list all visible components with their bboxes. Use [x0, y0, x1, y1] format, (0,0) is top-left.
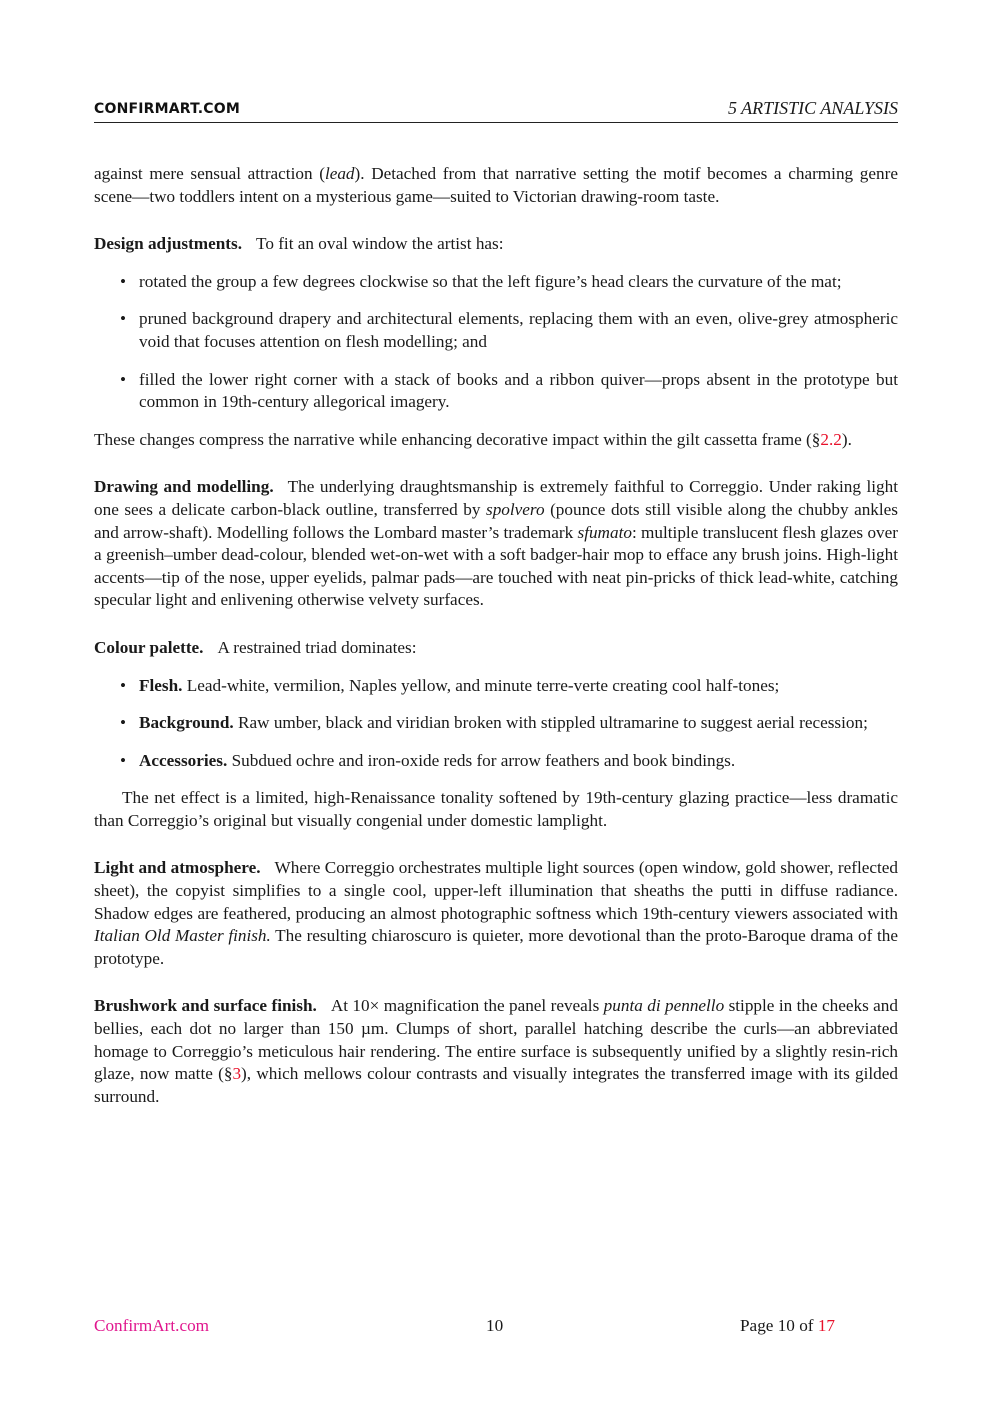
- section-ref-link[interactable]: 3: [232, 1064, 242, 1084]
- colour-palette-heading: Colour palette.: [94, 637, 204, 657]
- design-adjustments-paragraph: Design adjustments. To fit an oval window the artist has:: [94, 234, 504, 254]
- last-page-link[interactable]: 17: [817, 1316, 835, 1335]
- footer-page-number: 10: [486, 1316, 504, 1335]
- design-adjustments-list: [94, 271, 898, 414]
- section-title: 5 ARTISTIC ANALYSIS: [727, 98, 898, 118]
- brushwork-paragraph: Brushwork and surface finish. At 10× magnification the panel reveals punta di pennello stipple in the cheeks and bellies, each dot no larger than 150 µm. Clumps of short, parallel hatching describe the curls—an abbreviated homage to Correggio’s meticulous hair rendering. The entire surface is subsequently unified by a slightly resin-rich glaze, now matte (§3), which mellows colour contrasts and visually integrates the transferred image with its gilded surround.: [94, 996, 898, 1106]
- page-footer: [94, 1316, 898, 1340]
- colour-palette-paragraph: Colour palette. A restrained triad dominates:: [94, 637, 417, 657]
- colour-palette-list: [94, 675, 898, 773]
- footer-page-count: Page 10 of 17: [740, 1316, 835, 1335]
- drawing-modelling-heading: Drawing and modelling.: [94, 477, 274, 497]
- light-atmosphere-heading: Light and atmosphere.: [94, 858, 261, 878]
- list-item: • Accessories. Subdued ochre and iron-oxide reds for arrow feathers and book bindings.: [139, 750, 898, 773]
- list-item: • pruned background drapery and architectural elements, replacing them with an even, olive-grey atmospheric void that focuses attention on flesh modelling; and: [139, 308, 898, 353]
- drawing-modelling-paragraph: Drawing and modelling. The underlying draughtsmanship is extremely faithful to Correggio. Under raking light one sees a delicate carbon-black outline, transferred by spolvero (pounce dots still visible along the chubby ankles and arrow-shaft). Modelling follows the Lombard master’s trademark sfumato: multiple translucent flesh glazes over a greenish–umber dead-colour, blended wet-on-wet with a soft badger-hair mop to efface any brush joins. High-light accents—tip of the nose, upper eyelids, palmar pads—are touched with neat pin-pricks of thick lead-white, catching specular light and enlivening otherwise velvety surfaces.: [94, 477, 899, 610]
- palette-closing-paragraph: The net effect is a limited, high-Renaissance tonality softened by 19th-century glazing practice—less dramatic than Correggio’s original but visually congenial under domestic lamplight.: [94, 788, 898, 830]
- footer-site-link[interactable]: ConfirmArt.com: [94, 1316, 210, 1335]
- running-header: [94, 98, 898, 123]
- confirmart-logo: CONFIRMART.COM: [94, 101, 241, 117]
- brushwork-heading: Brushwork and surface finish.: [94, 996, 317, 1016]
- list-item: • Background. Raw umber, black and viridian broken with stippled ultramarine to suggest aerial recession;: [139, 712, 898, 735]
- intro-paragraph: against mere sensual attraction (lead). Detached from that narrative setting the motif becomes a charming genre scene—two toddlers intent on a mysterious game—suited to Victorian drawing-room taste.: [94, 164, 898, 206]
- section-ref-link[interactable]: 2.2: [820, 429, 842, 449]
- light-atmosphere-paragraph: Light and atmosphere. Where Correggio orchestrates multiple light sources (open window, gold shower, reflected sheet), the copyist simplifies to a single cool, upper-left illumination that sheaths the putti in diffuse radiance. Shadow edges are feathered, producing an almost photographic softness which 19th-century viewers associated with Italian Old Master finish. The resulting chiaroscuro is quieter, more devotional than the proto-Baroque drama of the prototype.: [94, 858, 899, 968]
- list-item: • rotated the group a few degrees clockwise so that the left figure’s head clears the curvature of the mat;: [139, 271, 898, 294]
- lead-term: lead: [324, 164, 355, 183]
- body-text: [94, 163, 898, 1108]
- list-item: • Flesh. Lead-white, vermilion, Naples yellow, and minute terre-verte creating cool half-tones;: [139, 675, 898, 698]
- design-closing-paragraph: These changes compress the narrative while enhancing decorative impact within the gilt cassetta frame (§2.2).: [94, 429, 852, 449]
- design-adjustments-heading: Design adjustments.: [94, 234, 243, 254]
- list-item: • filled the lower right corner with a stack of books and a ribbon quiver—props absent in the prototype but common in 19th-century allegorical imagery.: [139, 369, 898, 414]
